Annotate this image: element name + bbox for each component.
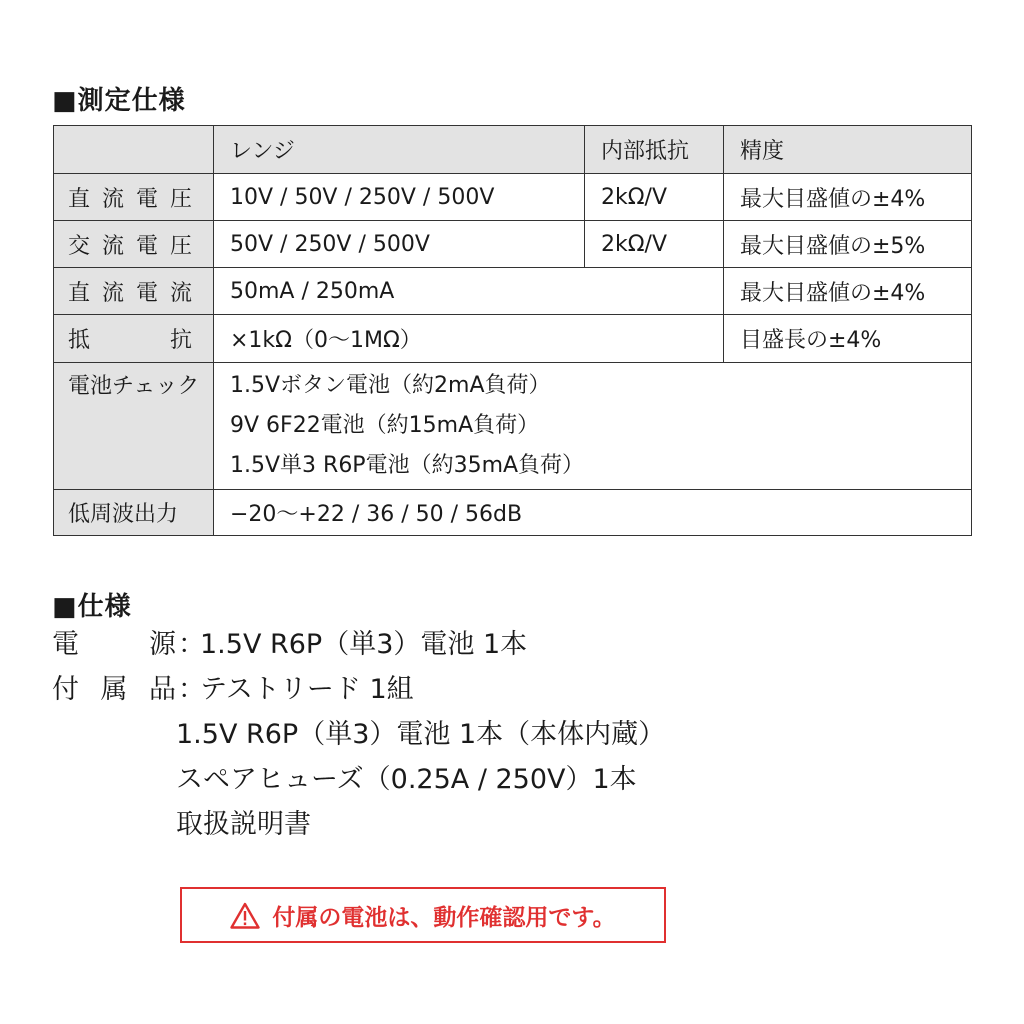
ac-voltage-resistance: 2kΩ/V (585, 221, 724, 268)
resistance-accuracy: 目盛長の±4% (724, 315, 972, 363)
spec-colon: ： (178, 629, 205, 660)
label-char: 抵 (68, 328, 91, 353)
label-char: 流 (101, 233, 124, 259)
label-char: 電 (52, 629, 79, 660)
label-char: 流 (101, 280, 124, 306)
label-char: 流 (101, 186, 124, 212)
label-char: 源 (149, 629, 176, 660)
label-char: 圧 (169, 233, 192, 259)
label-char: 交 (68, 233, 91, 259)
dc-current-range: 50mA / 250mA (214, 268, 724, 315)
label-char: 圧 (169, 186, 192, 212)
spec-accessory-item: 取扱説明書 (176, 809, 311, 840)
label-char: 電 (135, 280, 158, 306)
spec-colon: ： (178, 674, 205, 705)
spec-accessory-item: テストリード 1組 (200, 674, 414, 705)
spec-accessories-label (52, 667, 176, 712)
header-empty-cell (54, 126, 214, 174)
battery-notice (180, 887, 666, 943)
low-frequency-range: −20〜+22 / 36 / 50 / 56dB (214, 490, 972, 536)
spec-power-value: 1.5V R6P（単3）電池 1本 (200, 629, 528, 660)
resistance-range: ×1kΩ（0〜1MΩ） (214, 315, 724, 363)
header-accuracy: 精度 (724, 126, 972, 174)
specs-list (52, 622, 665, 847)
dc-current-accuracy: 最大目盛値の±4% (724, 268, 972, 315)
spec-accessory-row (52, 757, 665, 802)
measurement-spec-table (53, 125, 972, 536)
label-char: 電 (135, 186, 158, 212)
header-resistance: 内部抵抗 (585, 126, 724, 174)
spec-accessory-row (52, 802, 665, 847)
notice-text: 付属の電池は、動作確認用です。 (272, 904, 616, 931)
dc-voltage-range: 10V / 50V / 250V / 500V (214, 174, 585, 221)
header-range: レンジ (214, 126, 585, 174)
battery-check-list (214, 363, 972, 490)
dc-voltage-resistance: 2kΩ/V (585, 174, 724, 221)
row-label-resistance (54, 315, 214, 363)
label-char: 流 (169, 280, 192, 306)
row-label-dc-voltage (54, 174, 214, 221)
table-row-battery-check (54, 363, 972, 490)
table-row-dc-voltage (54, 174, 972, 221)
warning-triangle-icon (230, 902, 260, 929)
table-row-resistance (54, 315, 972, 363)
table-row-low-frequency (54, 490, 972, 536)
label-char: 属 (100, 674, 128, 705)
row-label-battery-check: 電池チェック (54, 363, 214, 490)
measurement-heading: ■測定仕様 (52, 86, 186, 116)
table-row-dc-current (54, 268, 972, 315)
label-char: 直 (68, 186, 91, 212)
spec-accessory-row (52, 712, 665, 757)
dc-voltage-accuracy: 最大目盛値の±4% (724, 174, 972, 221)
label-char: 品 (149, 674, 176, 705)
label-char: 直 (68, 280, 91, 306)
label-char: 抗 (169, 328, 192, 353)
table-header-row (54, 126, 972, 174)
specs-heading: ■仕様 (52, 592, 132, 622)
label-char: 電 (135, 233, 158, 259)
spec-power-label (52, 622, 176, 667)
spec-accessories-row (52, 667, 665, 712)
ac-voltage-accuracy: 最大目盛値の±5% (724, 221, 972, 268)
row-label-dc-current (54, 268, 214, 315)
battery-check-line: 1.5V単3 R6P電池（約35mA負荷） (230, 453, 585, 478)
battery-check-line: 1.5Vボタン電池（約2mA負荷） (230, 373, 551, 398)
spec-power-row (52, 622, 665, 667)
table-row-ac-voltage (54, 221, 972, 268)
spec-accessory-item: 1.5V R6P（単3）電池 1本（本体内蔵） (176, 719, 666, 750)
row-label-low-frequency: 低周波出力 (54, 490, 214, 536)
ac-voltage-range: 50V / 250V / 500V (214, 221, 585, 268)
row-label-ac-voltage (54, 221, 214, 268)
spec-accessory-item: スペアヒューズ（0.25A / 250V）1本 (176, 764, 637, 795)
battery-check-line: 9V 6F22電池（約15mA負荷） (230, 413, 540, 438)
label-char: 付 (52, 674, 79, 705)
